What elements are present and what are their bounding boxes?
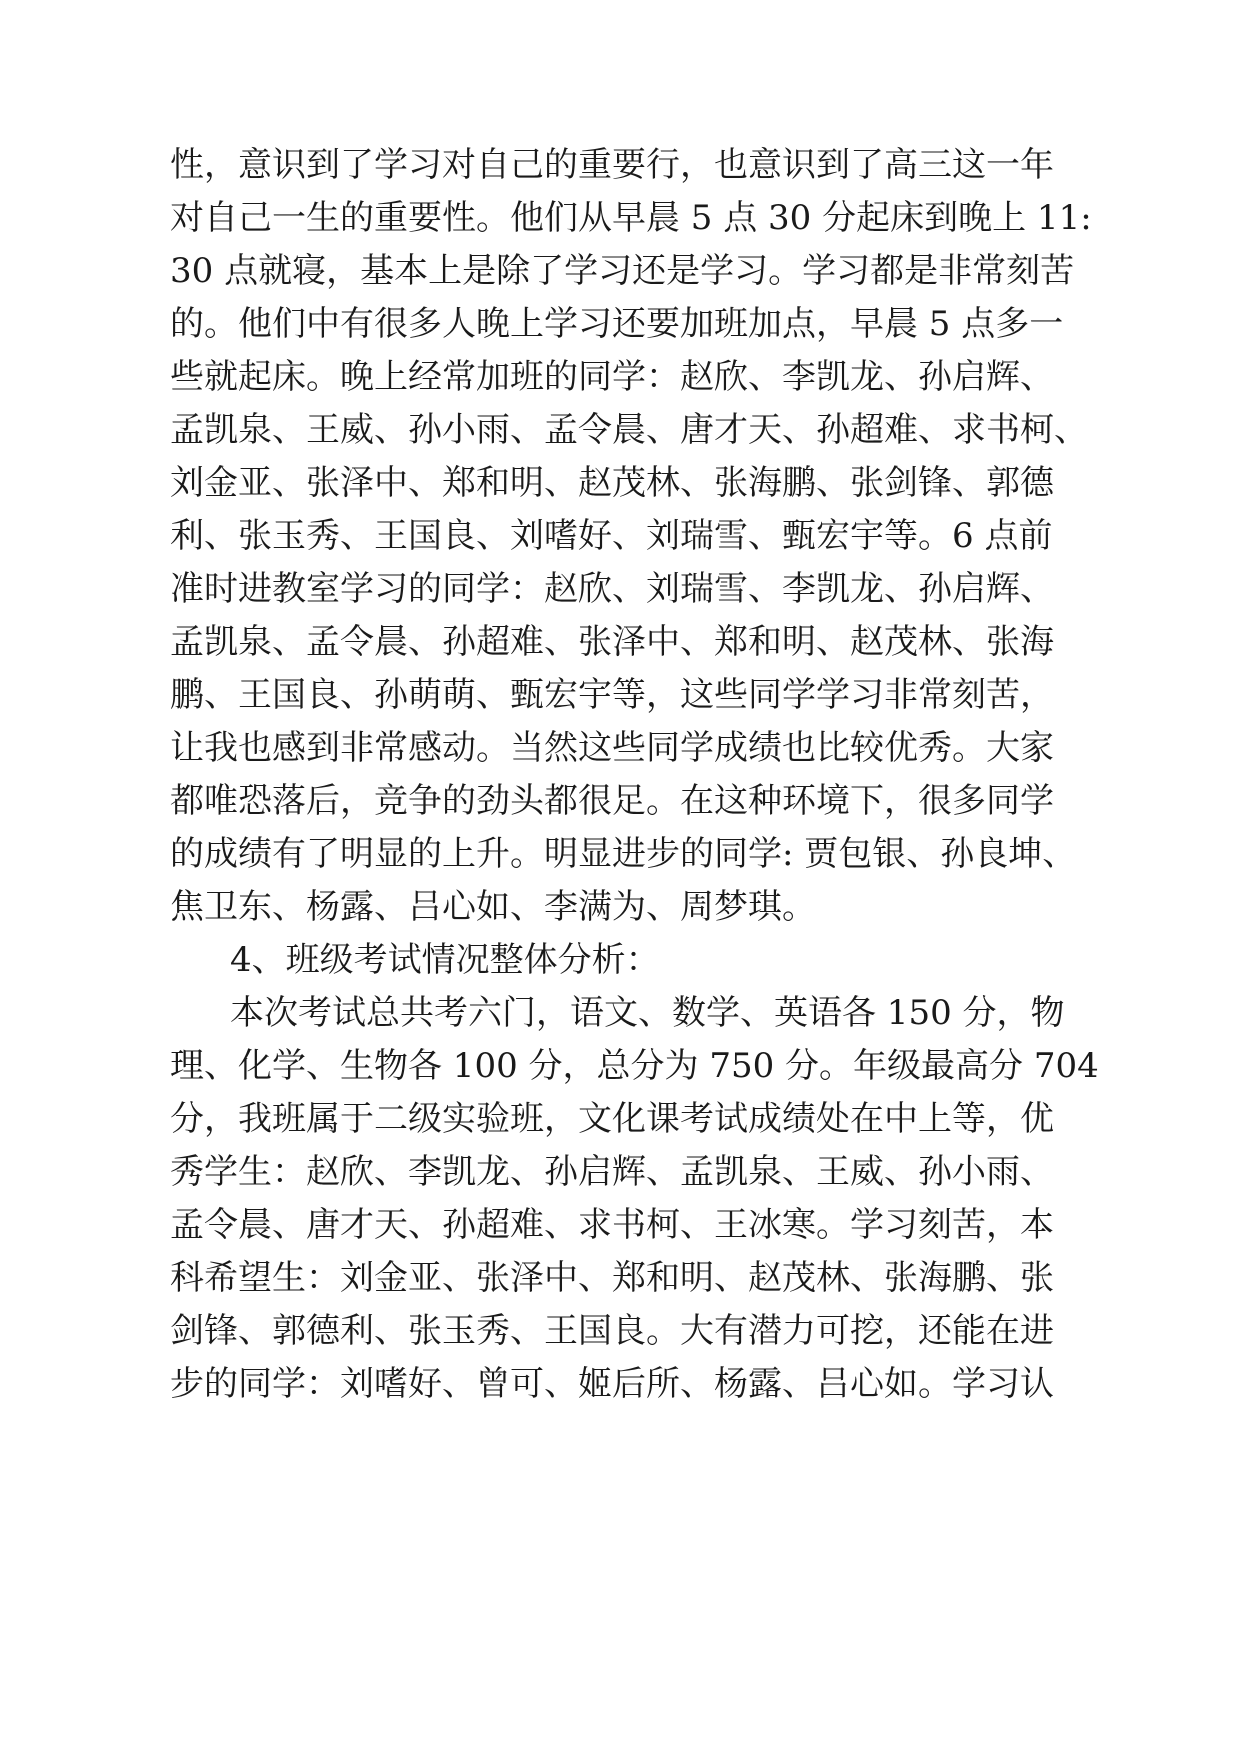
text-line: 性，意识到了学习对自己的重要行，也意识到了高三这一年 <box>170 145 1054 185</box>
text-line: 的。他们中有很多人晚上学习还要加班加点，早晨 5 点多一 <box>170 304 1064 344</box>
text-line: 的成绩有了明显的上升。明显进步的同学: 贾包银、孙良坤、 <box>170 834 1077 874</box>
text-line: 孟令晨、唐才天、孙超难、求书柯、王冰寒。学习刻苦，本 <box>170 1205 1054 1245</box>
text-line: 秀学生：赵欣、李凯龙、孙启辉、孟凯泉、王威、孙小雨、 <box>170 1152 1054 1192</box>
text-line: 让我也感到非常感动。当然这些同学成绩也比较优秀。大家 <box>170 728 1054 768</box>
text-line: 利、张玉秀、王国良、刘嗜好、刘瑞雪、甄宏宇等。6 点前 <box>170 516 1053 556</box>
text-line: 本次考试总共考六门，语文、数学、英语各 150 分，物 <box>230 993 1065 1033</box>
text-line: 鹏、王国良、孙萌萌、甄宏宇等，这些同学学习非常刻苦， <box>170 675 1054 715</box>
text-line: 剑锋、郭德利、张玉秀、王国良。大有潜力可挖，还能在进 <box>170 1311 1054 1351</box>
section-heading: 4、班级考试情况整体分析： <box>230 940 660 980</box>
text-line: 分，我班属于二级实验班，文化课考试成绩处在中上等，优 <box>170 1099 1054 1139</box>
text-line: 都唯恐落后，竞争的劲头都很足。在这种环境下，很多同学 <box>170 781 1054 821</box>
text-line: 孟凯泉、王威、孙小雨、孟令晨、唐才天、孙超难、求书柯、 <box>170 410 1088 450</box>
text-line: 刘金亚、张泽中、郑和明、赵茂林、张海鹏、张剑锋、郭德 <box>170 463 1054 503</box>
text-line: 准时进教室学习的同学：赵欣、刘瑞雪、李凯龙、孙启辉、 <box>170 569 1054 609</box>
text-line: 些就起床。晚上经常加班的同学：赵欣、李凯龙、孙启辉、 <box>170 357 1054 397</box>
text-line: 对自己一生的重要性。他们从早晨 5 点 30 分起床到晚上 11: <box>170 198 1092 238</box>
text-line: 步的同学：刘嗜好、曾可、姬后所、杨露、吕心如。学习认 <box>170 1364 1054 1404</box>
text-line: 理、化学、生物各 100 分，总分为 750 分。年级最高分 704 <box>170 1046 1099 1086</box>
text-line: 焦卫东、杨露、吕心如、李满为、周梦琪。 <box>170 887 816 927</box>
text-line: 30 点就寝，基本上是除了学习还是学习。学习都是非常刻苦 <box>170 251 1075 291</box>
text-line: 孟凯泉、孟令晨、孙超难、张泽中、郑和明、赵茂林、张海 <box>170 622 1054 662</box>
text-line: 科希望生：刘金亚、张泽中、郑和明、赵茂林、张海鹏、张 <box>170 1258 1054 1298</box>
